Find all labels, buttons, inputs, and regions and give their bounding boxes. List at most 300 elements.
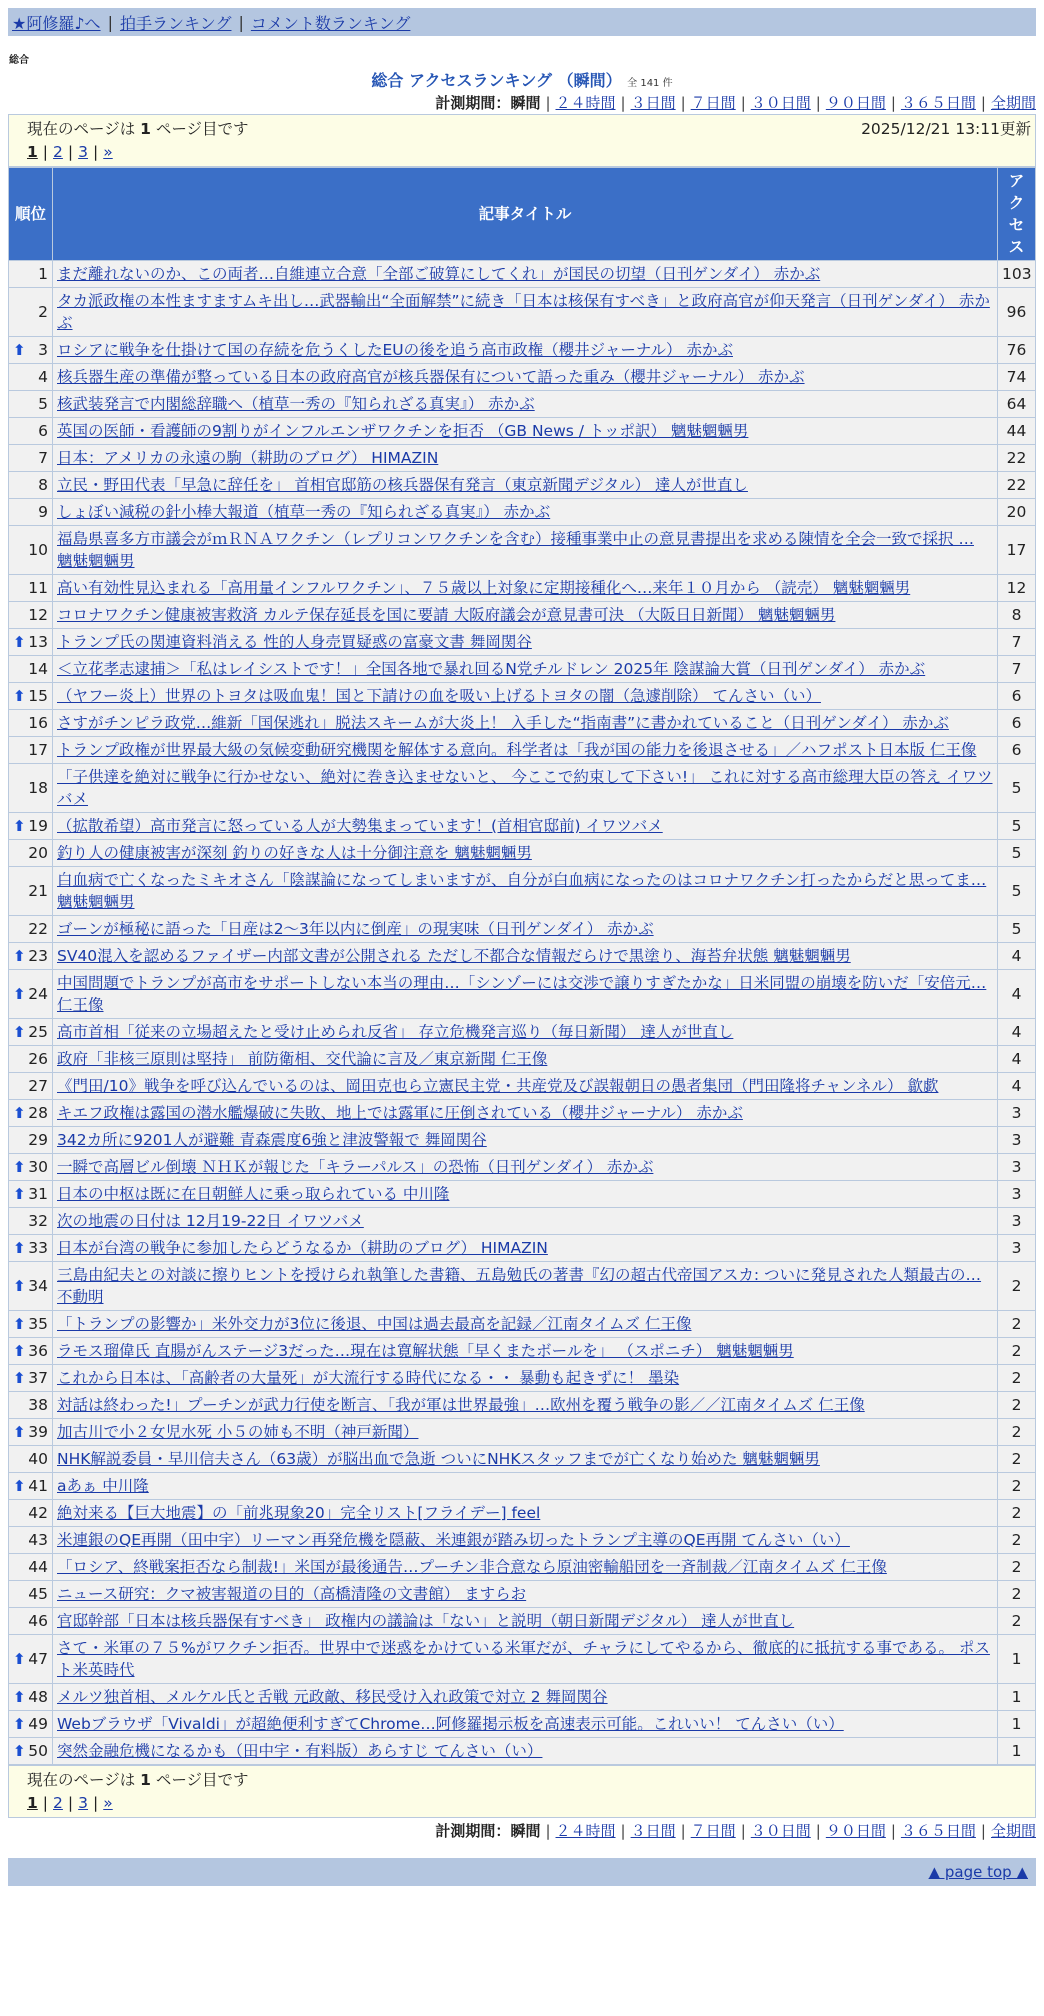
article-title-link[interactable]: 官邸幹部「日本は核兵器保有すべき」 政権内の議論は「ない」と説明（朝日新聞デジタル） 達人が世直し [57,1612,795,1630]
access-count-cell: 103 [998,261,1036,288]
comment-ranking-link[interactable]: コメント数ランキング [250,13,411,33]
table-row [9,1446,1036,1473]
article-title-link[interactable]: 高い有効性見込まれる「高用量インフルワクチン」、７５歳以上対象に定期接種化へ…来年１０月から （読売） 魑魅魍魎男 [57,579,911,597]
article-title-link[interactable]: 三島由紀夫との対談に擦りヒントを授けられ執筆した書籍、五島勉氏の著書『幻の超古代帝国アスカ: ついに発見された人類最古の… 不動明 [57,1266,982,1306]
period-separator: | [890,94,896,112]
rank-number: 22 [28,920,48,938]
title-column-header: 記事タイトル [53,168,998,261]
rank-cell [9,970,53,1019]
table-row [9,1365,1036,1392]
article-title-link[interactable]: トランプ氏の関連資料消える 性的人身売買疑惑の富豪文書 舞岡関谷 [57,633,532,651]
article-title-link[interactable]: 政府「非核三原則は堅持」 前防衛相、交代論に言及／東京新聞 仁王像 [57,1050,548,1068]
period-current: 瞬間 [510,1822,541,1840]
title-cell [53,1608,998,1635]
rank-number: 18 [28,779,48,797]
rank-number: 17 [28,741,48,759]
rank-cell [9,499,53,526]
title-cell [53,1100,998,1127]
access-count-cell: 74 [998,364,1036,391]
article-title-link[interactable]: aあぁ 中川隆 [57,1477,149,1495]
article-title-link[interactable]: 英国の医師・看護師の9割りがインフルエンザワクチンを拒否 （GB News / トッポ訳） 魑魅魍魎男 [57,422,749,440]
rank-cell [9,1019,53,1046]
page-link[interactable]: 3 [78,143,89,161]
title-cell [53,1338,998,1365]
rank-cell [9,1181,53,1208]
rank-cell [9,472,53,499]
access-count-cell: 20 [998,499,1036,526]
article-title-link[interactable]: 日本の中枢は既に在日朝鮮人に乗っ取られている 中川隆 [57,1185,450,1203]
page-separator: | [93,143,99,161]
article-title-link[interactable]: 中国問題でトランプが高市をサポートしない本当の理由…「シンゾーには交渉で譲りすぎたかな」日米同盟の崩壊を防いだ「安倍元… 仁王像 [57,974,987,1014]
article-title-link[interactable]: メルツ独首相、メルケル氏と舌戦 元政敵、移民受け入れ政策で対立 2 舞岡関谷 [57,1688,608,1706]
rank-up-arrow-icon: ⬆ [13,1715,26,1733]
table-row [9,1392,1036,1419]
table-row [9,970,1036,1019]
title-cell [53,1262,998,1311]
title-cell [53,1473,998,1500]
article-title-link[interactable]: まだ離れないのか、この両者…自維連立合意「全部ご破算にしてくれ」が国民の切望（日刊ゲンダイ） 赤かぶ [57,265,821,283]
article-title-link[interactable]: SV40混入を認めるファイザー内部文書が公開される ただし不都合な情報だらけで黒塗り、海苔弁状態 魑魅魍魎男 [57,947,851,965]
article-title-link[interactable]: ロシアに戦争を仕掛けて国の存続を危うくしたEUの後を追う高市政権（櫻井ジャーナル） 赤かぶ [57,341,733,359]
current-page-text: 現在のページは 1 ページ目です [27,1771,249,1789]
table-row [9,1046,1036,1073]
period-separator: | [680,1822,686,1840]
rank-number: 16 [28,714,48,732]
access-count-cell: 1 [998,1635,1036,1684]
rank-cell [9,261,53,288]
page-link[interactable]: 2 [53,1794,63,1812]
article-title-link[interactable]: ゴーンが極秘に語った「日産は2～3年以内に倒産」の現実味（日刊ゲンダイ） 赤かぶ [57,920,654,938]
access-count-cell: 3 [998,1127,1036,1154]
period-separator: | [620,94,626,112]
page-link[interactable]: » [103,1794,113,1812]
article-title-link[interactable]: 米連銀のQE再開（田中宇）リーマン再発危機を隠蔽、米連銀が踏み切ったトランプ主導のQE再開 てんさい（い） [57,1531,850,1549]
period-separator: | [740,94,746,112]
table-row [9,764,1036,813]
article-title-link[interactable]: さて・米軍の７５%がワクチン拒否。世界中で迷惑をかけている米軍だが、チャラにしてやるから、徹底的に抵抗する事である。 ポスト米英時代 [57,1639,990,1679]
page-separator: | [42,1794,49,1812]
article-title-link[interactable]: 《門田/10》戦争を呼び込んでいるのは、岡田克也ら立憲民主党・共産党及び誤報朝日の愚者集団（門田隆将チャンネル） 歙歔 [57,1077,939,1095]
rank-cell [9,1046,53,1073]
article-title-link[interactable]: 次の地震の日付は 12月19-22日 イワツバメ [57,1212,364,1230]
article-title-link[interactable]: 福島県喜多方市議会がｍＲＮＡワクチン（レプリコンワクチンを含む）接種事業中止の意見書提出を求める陳情を全会一致で採択 … 魑魅魍魎男 [57,530,974,570]
page-link[interactable]: » [103,143,113,161]
access-count-cell: 1 [998,1684,1036,1711]
table-row [9,261,1036,288]
period-separator: | [740,1822,746,1840]
access-count-cell: 2 [998,1365,1036,1392]
table-row [9,916,1036,943]
title-cell [53,1154,998,1181]
table-row [9,1235,1036,1262]
rank-number: 47 [28,1650,48,1668]
title-cell [53,526,998,575]
article-title-link[interactable]: これから日本は、「高齢者の大量死」が大流行する時代になる・・ 暴動も起きずに！ 墨染 [57,1369,680,1387]
rank-cell [9,737,53,764]
page-link[interactable]: 3 [78,1794,89,1812]
page-links [27,141,1035,163]
article-title-link[interactable]: 突然金融危機になるかも（田中宇・有料版）あらすじ てんさい（い） [57,1742,543,1760]
access-count-cell: 1 [998,1711,1036,1738]
access-count-cell: 22 [998,472,1036,499]
period-separator: | [545,94,551,112]
title-cell [53,472,998,499]
access-count-cell: 17 [998,526,1036,575]
footer-bar [8,1858,1036,1886]
rank-cell [9,337,53,364]
period-option-link[interactable]: ３６５日間 [900,94,976,112]
rank-up-arrow-icon: ⬆ [13,1239,26,1257]
access-count-cell: 2 [998,1446,1036,1473]
rank-up-arrow-icon: ⬆ [13,985,26,1003]
article-title-link[interactable]: タカ派政権の本性ますますムキ出し…武器輸出“全面解禁”に続き「日本は核保有すべき」と政府高官が仰天発言（日刊ゲンダイ） 赤かぶ [57,292,990,332]
period-option-link[interactable]: ９０日間 [825,1822,886,1840]
rank-up-arrow-icon: ⬆ [13,947,26,965]
access-count-cell: 6 [998,737,1036,764]
page-title [8,70,1036,92]
period-separator: | [815,94,821,112]
rank-number: 28 [28,1104,48,1122]
table-row [9,1711,1036,1738]
title-cell [53,1711,998,1738]
title-cell [53,1581,998,1608]
article-title-link[interactable]: 342カ所に9201人が避難 青森震度6強と津波警報で 舞岡関谷 [57,1131,487,1149]
rank-cell [9,1554,53,1581]
access-count-cell: 4 [998,1046,1036,1073]
page-wrapper [8,8,1036,1886]
rank-up-arrow-icon: ⬆ [13,1315,26,1333]
table-row [9,1500,1036,1527]
access-count-cell: 1 [998,1738,1036,1765]
rank-number: 30 [28,1158,48,1176]
period-option-link[interactable]: ３日間 [630,94,676,112]
table-row [9,1208,1036,1235]
period-separator: | [890,1822,896,1840]
rank-up-arrow-icon: ⬆ [13,1023,26,1041]
title-cell [53,1446,998,1473]
rank-number: 48 [28,1688,48,1706]
article-title-link[interactable]: 立民・野田代表「早急に辞任を」 首相官邸筋の核兵器保有発言（東京新聞デジタル） 達人が世直し [57,476,748,494]
article-title-link[interactable]: さすがチンピラ政党…維新「国保逃れ」脱法スキームが大炎上！ 入手した“指南書”に書かれていること（日刊ゲンダイ） 赤かぶ [57,714,949,732]
category-label: 総合 [9,55,29,66]
rank-up-arrow-icon: ⬆ [13,1650,26,1668]
table-row [9,867,1036,916]
table-row [9,1181,1036,1208]
access-count-cell: 5 [998,867,1036,916]
nav-separator: | [107,12,113,32]
page-separator: | [67,1794,74,1812]
article-title-link[interactable]: トランプ政権が世界最大級の気候変動研究機関を解体する意向。科学者は「我が国の能力を後退させる」／ハフポスト日本版 仁王像 [57,741,977,759]
rank-number: 2 [38,303,48,321]
rank-cell [9,840,53,867]
table-row [9,1311,1036,1338]
rank-cell [9,526,53,575]
rank-number: 5 [38,395,48,413]
rank-number: 23 [28,947,48,965]
article-title-link[interactable]: 日本：アメリカの永遠の駒（耕助のブログ） HIMAZIN [57,449,439,467]
rank-number: 49 [28,1715,48,1733]
title-cell [53,1419,998,1446]
table-row [9,1154,1036,1181]
rank-column-header: 順位 [9,168,53,261]
rank-cell [9,1608,53,1635]
article-title-link[interactable]: 「子供達を絶対に戦争に行かせない、絶対に巻き込ませないと、 今ここで約束して下さい!」 これに対する高市総理大臣の答え イワツバメ [57,768,993,808]
article-title-link[interactable]: キエフ政権は露国の潜水艦爆破に失敗、地上では露軍に圧倒されている（櫻井ジャーナル） 赤かぶ [57,1104,743,1122]
table-row [9,337,1036,364]
period-label: 計測期間： [435,1822,511,1840]
rank-cell [9,1208,53,1235]
access-count-cell: 5 [998,916,1036,943]
rank-up-arrow-icon: ⬆ [13,1104,26,1122]
rank-cell [9,656,53,683]
article-title-link[interactable]: 「トランプの影響か」米外交力が3位に後退、中国は過去最高を記録／江南タイムズ 仁王像 [57,1315,692,1333]
table-row [9,1738,1036,1765]
page-links [27,1792,1035,1814]
rank-cell [9,1235,53,1262]
rank-number: 4 [38,368,48,386]
title-cell [53,1684,998,1711]
rank-cell [9,1635,53,1684]
article-title-link[interactable]: 一瞬で高層ビル倒壊 ＮＨＫが報じた「キラーパルス」の恐怖（日刊ゲンダイ） 赤かぶ [57,1158,654,1176]
table-row [9,1419,1036,1446]
period-option-link[interactable]: ３０日間 [750,1822,811,1840]
access-count-cell: 5 [998,813,1036,840]
table-row [9,391,1036,418]
access-count-cell: 4 [998,943,1036,970]
rank-cell [9,629,53,656]
article-title-link[interactable]: 白血病で亡くなったミキオさん「陰謀論になってしまいますが、自分が白血病になったのはコロナワクチン打ったからだと思ってま… 魑魅魍魎男 [57,871,987,911]
rank-up-arrow-icon: ⬆ [13,1158,26,1176]
page-separator: | [67,143,74,161]
rank-number: 27 [28,1077,48,1095]
period-option-link[interactable]: ３６５日間 [900,1822,976,1840]
access-count-cell: 2 [998,1311,1036,1338]
access-count-cell: 22 [998,445,1036,472]
rank-number: 40 [28,1450,48,1468]
article-title-link[interactable]: コロナワクチン健康被害救済 カルテ保存延長を国に要請 大阪府議会が意見書可決 （大阪日日新聞） 魑魅魍魎男 [57,606,836,624]
period-option-link[interactable]: ９０日間 [825,94,886,112]
article-title-link[interactable]: しょぼい減税の針小棒大報道（植草一秀の『知られざる真実』） 赤かぶ [57,503,551,521]
access-count-cell: 64 [998,391,1036,418]
article-title-link[interactable]: Webブラウザ「Vivaldi」が超絶便利すぎてChrome…阿修羅掲示板を高速表示可能。これいい！ てんさい（い） [57,1715,844,1733]
rank-number: 1 [38,265,48,283]
rank-up-arrow-icon: ⬆ [13,633,26,651]
rank-number: 12 [28,606,48,624]
article-title-link[interactable]: （拡散希望）高市発言に怒っている人が大勢集まっています！(首相官邸前) イワツバメ [57,817,663,835]
rank-cell [9,1100,53,1127]
table-row [9,1581,1036,1608]
article-title-link[interactable]: ラモス瑠偉氏 直腸がんステージ3だった…現在は寛解状態「早くまたボールを」 （スポニチ） 魑魅魍魎男 [57,1342,794,1360]
table-row [9,1338,1036,1365]
table-row [9,364,1036,391]
title-cell [53,683,998,710]
title-cell [53,288,998,337]
table-row [9,499,1036,526]
applause-ranking-link[interactable]: 拍手ランキング [119,13,232,33]
page-title-text: 総合 アクセスランキング （瞬間） [371,71,622,90]
rank-cell [9,1419,53,1446]
rank-up-arrow-icon: ⬆ [13,1423,26,1441]
period-option-link[interactable]: ２４時間 [555,1822,616,1840]
table-row [9,943,1036,970]
title-cell [53,1635,998,1684]
rank-cell [9,710,53,737]
period-separator: | [980,1822,986,1840]
period-option-link[interactable]: 全期間 [990,94,1036,112]
article-title-link[interactable]: ニュース研究：クマ被害報道の目的（高橋清隆の文書館） ますらお [57,1585,527,1603]
rank-number: 35 [28,1315,48,1333]
access-count-cell: 7 [998,656,1036,683]
access-count-cell: 2 [998,1554,1036,1581]
rank-cell [9,1311,53,1338]
rank-cell [9,916,53,943]
top-nav-bar [8,8,1036,36]
table-row [9,418,1036,445]
pager-top [8,114,1036,167]
rank-number: 13 [28,633,48,651]
title-cell [53,1311,998,1338]
access-count-cell: 2 [998,1527,1036,1554]
article-title-link[interactable]: （ヤフー炎上）世界のトヨタは吸血鬼！国と下請けの血を吸い上げるトヨタの闇（急遽削除） てんさい（い） [57,687,821,705]
title-cell [53,1235,998,1262]
access-count-cell: 6 [998,710,1036,737]
rank-cell [9,1338,53,1365]
table-row [9,445,1036,472]
rank-cell [9,445,53,472]
access-count-cell: 76 [998,337,1036,364]
access-count-cell: 7 [998,629,1036,656]
rank-up-arrow-icon: ⬆ [13,341,26,359]
period-option-link[interactable]: ３日間 [630,1822,676,1840]
rank-number: 43 [28,1531,48,1549]
period-option-link[interactable]: ７日間 [690,94,736,112]
ranking-table [8,167,1036,1765]
rank-number: 37 [28,1369,48,1387]
table-row [9,840,1036,867]
total-count: 全 141 件 [627,78,673,89]
table-row [9,1019,1036,1046]
period-option-link[interactable]: ３０日間 [750,94,811,112]
access-count-cell: 5 [998,764,1036,813]
table-row [9,1554,1036,1581]
period-selector-bottom [8,1820,1036,1842]
rank-cell [9,1446,53,1473]
title-cell [53,445,998,472]
article-title-link[interactable]: 核武装発言で内閣総辞職へ（植草一秀の『知られざる真実』） 赤かぶ [57,395,535,413]
title-cell [53,1127,998,1154]
article-title-link[interactable]: 日本が台湾の戦争に参加したらどうなるか（耕助のブログ） HIMAZIN [57,1239,548,1257]
access-count-cell: 2 [998,1419,1036,1446]
title-cell [53,1738,998,1765]
rank-up-arrow-icon: ⬆ [13,1688,26,1706]
rank-cell [9,1262,53,1311]
access-count-cell: 44 [998,418,1036,445]
access-count-cell: 2 [998,1608,1036,1635]
title-cell [53,337,998,364]
period-option-link[interactable]: ７日間 [690,1822,736,1840]
home-link[interactable]: ★阿修羅♪へ [12,13,101,33]
page-top-link[interactable]: ▲ page top ▲ [928,1863,1028,1881]
table-row [9,1127,1036,1154]
access-count-cell: 2 [998,1473,1036,1500]
access-count-cell: 4 [998,1073,1036,1100]
table-row [9,526,1036,575]
article-title-link[interactable]: 対話は終わった!」プーチンが武力行使を断言、「我が軍は世界最強」…欧州を覆う戦争の影／／江南タイムズ 仁王像 [57,1396,865,1414]
rank-cell [9,943,53,970]
rank-number: 46 [28,1612,48,1630]
rank-number: 20 [28,844,48,862]
table-row [9,575,1036,602]
rank-number: 36 [28,1342,48,1360]
rank-cell [9,1392,53,1419]
rank-up-arrow-icon: ⬆ [13,1477,26,1495]
title-cell [53,602,998,629]
rank-cell [9,1581,53,1608]
rank-cell [9,1738,53,1765]
table-row [9,602,1036,629]
access-count-cell: 2 [998,1392,1036,1419]
rank-cell [9,1711,53,1738]
rank-up-arrow-icon: ⬆ [13,817,26,835]
updated-timestamp: 2025/12/21 13:11更新 [861,120,1031,138]
title-cell [53,943,998,970]
rank-cell [9,813,53,840]
table-row [9,472,1036,499]
period-separator: | [680,94,686,112]
period-separator: | [815,1822,821,1840]
title-cell [53,364,998,391]
access-count-cell: 2 [998,1500,1036,1527]
rank-cell [9,1473,53,1500]
access-count-cell: 12 [998,575,1036,602]
period-option-link[interactable]: ２４時間 [555,94,616,112]
title-cell [53,1365,998,1392]
article-title-link[interactable]: ＜立花孝志逮捕＞「私はレイシストです！」全国各地で暴れ回るN党チルドレン 2025年 陰謀論大賞（日刊ゲンダイ） 赤かぶ [57,660,926,678]
page-link-current: 1 [27,1794,38,1812]
rank-number: 10 [28,541,48,559]
title-cell [53,629,998,656]
article-title-link[interactable]: 「ロシア、終戦案拒否なら制裁!」米国が最後通告…プーチン非合意なら原油密輸船団を一斉制裁／江南タイムズ 仁王像 [57,1558,887,1576]
title-cell [53,970,998,1019]
access-count-cell: 2 [998,1581,1036,1608]
period-option-link[interactable]: 全期間 [990,1822,1036,1840]
rank-number: 9 [38,503,48,521]
article-title-link[interactable]: 核兵器生産の準備が整っている日本の政府高官が核兵器保有について語った重み（櫻井ジャーナル） 赤かぶ [57,368,805,386]
article-title-link[interactable]: 釣り人の健康被害が深刻 釣りの好きな人は十分御注意を 魑魅魍魎男 [57,844,532,862]
title-cell [53,391,998,418]
title-cell [53,764,998,813]
rank-number: 50 [28,1742,48,1760]
access-count-cell: 3 [998,1181,1036,1208]
access-count-cell: 8 [998,602,1036,629]
article-title-link[interactable]: 加古川で小２女児水死 小５の姉も不明（神戸新聞） [57,1423,419,1441]
article-title-link[interactable]: 高市首相「従来の立場超えたと受け止められ反省」 存立危機発言巡り（毎日新聞） 達人が世直し [57,1023,734,1041]
title-cell [53,1208,998,1235]
rank-up-arrow-icon: ⬆ [13,1369,26,1387]
access-count-cell: 96 [998,288,1036,337]
page-link[interactable]: 2 [53,143,63,161]
rank-number: 34 [28,1277,48,1295]
table-row [9,710,1036,737]
article-title-link[interactable]: NHK解説委員・早川信夫さん（63歳）が脳出血で急逝 ついにNHKスタッフまでが亡くなり始めた 魑魅魍魎男 [57,1450,820,1468]
rank-cell [9,391,53,418]
rank-number: 32 [28,1212,48,1230]
access-count-cell: 5 [998,840,1036,867]
rank-up-arrow-icon: ⬆ [13,1742,26,1760]
access-count-cell: 3 [998,1208,1036,1235]
table-row [9,683,1036,710]
article-title-link[interactable]: 絶対来る【巨大地震】の「前兆現象20」完全リスト[フライデー] feel [57,1504,541,1522]
